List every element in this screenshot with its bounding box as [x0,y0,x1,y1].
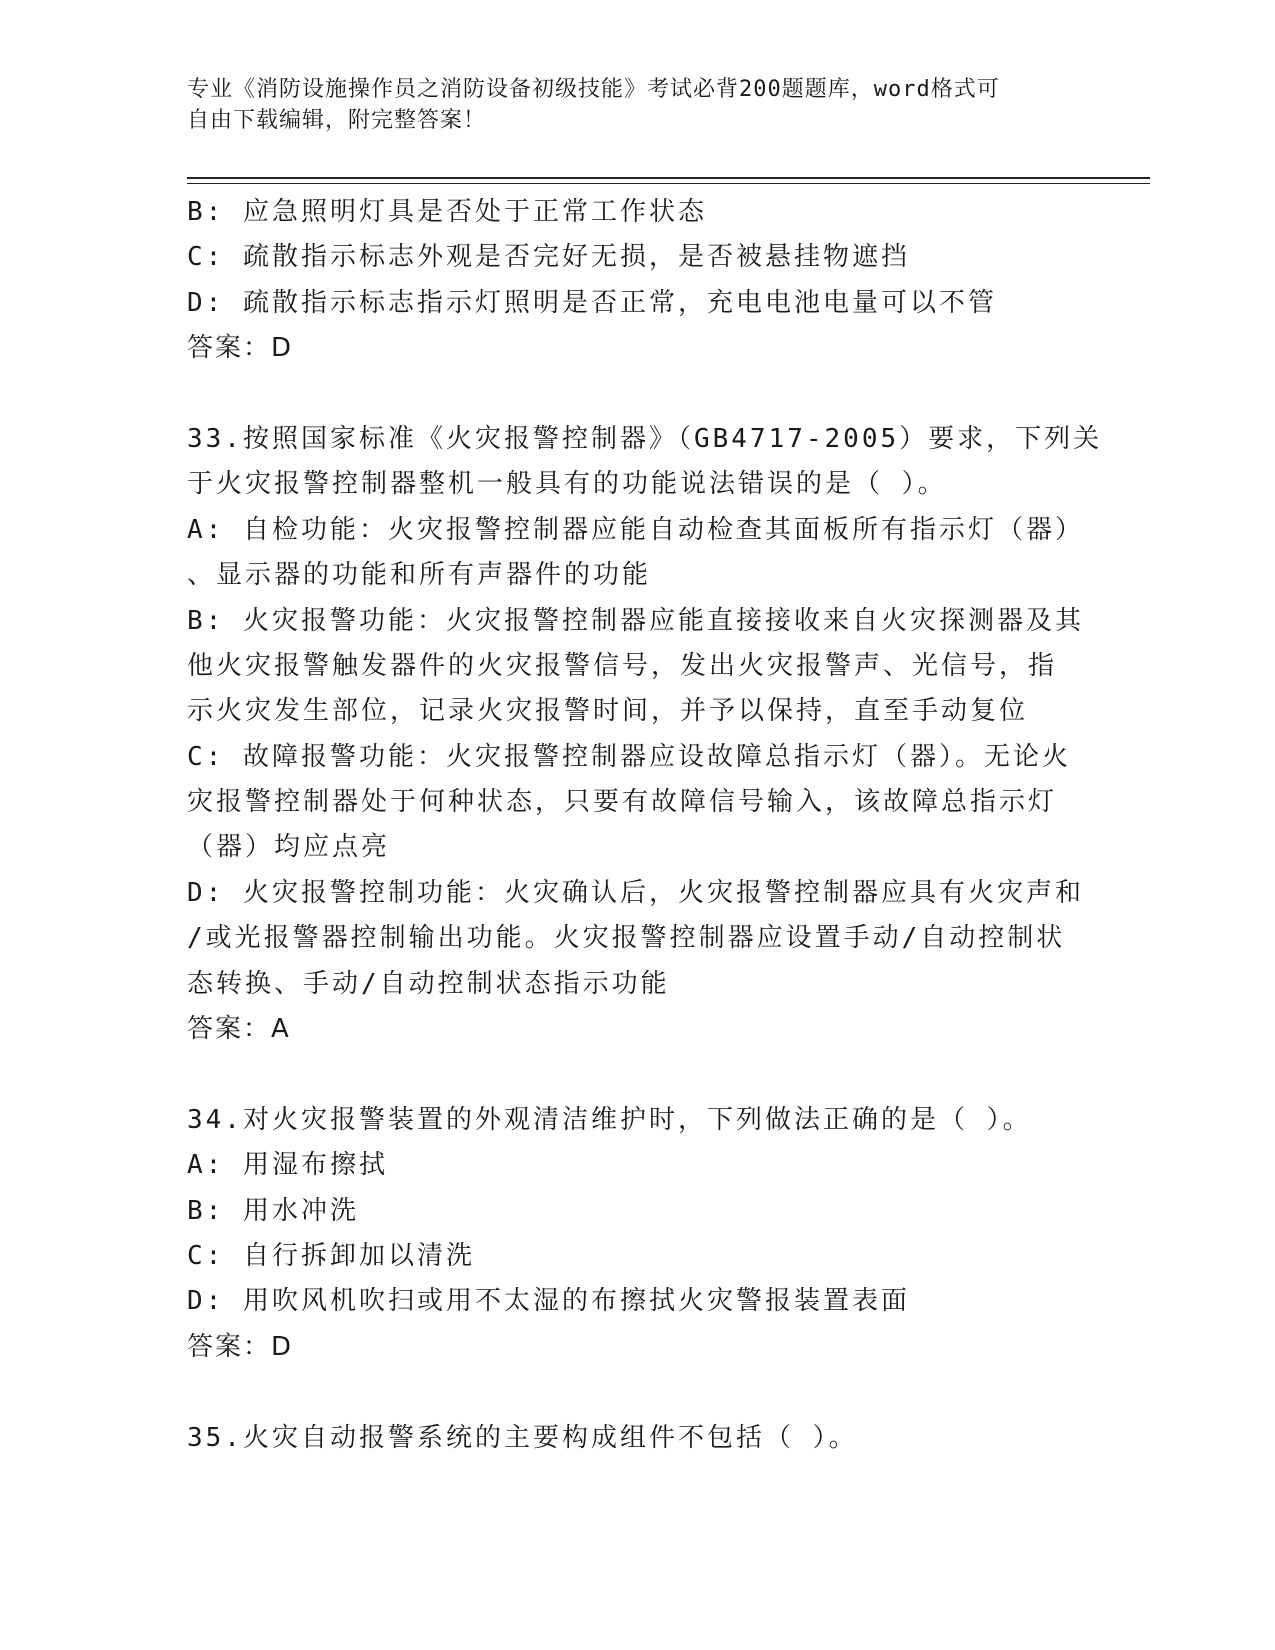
question-list [187,190,1103,1461]
option-b: B: 用水冲洗 [187,1195,359,1226]
option-a: A: 自检功能：火灾报警控制器应能自动检查其面板所有指示灯（器） [187,514,1084,545]
question-stem: 34.对火灾报警装置的外观清洁维护时，下列做法正确的是（ ）。 [187,1104,1032,1135]
option-c: 灾报警控制器处于何种状态，只要有故障信号输入，该故障总指示灯 [187,787,1058,818]
document-header [187,74,1067,136]
header-line-1: 专业《消防设施操作员之消防设备初级技能》考试必背200题题库，word格式可 [187,77,1000,102]
question-stem: 33.按照国家标准《火灾报警控制器》（GB4717-2005）要求，下列关 [187,423,1103,454]
option-d: D: 疏散指示标志指示灯照明是否正常，充电电池电量可以不管 [187,287,997,318]
question-32-tail [187,190,1087,372]
option-c: （器）均应点亮 [187,832,391,863]
option-b: B: 应急照明灯具是否处于正常工作状态 [187,197,707,227]
header-line-2: 自由下载编辑，附完整答案！ [187,108,487,133]
option-a: A: 用湿布擦拭 [187,1150,388,1181]
option-a: 、显示器的功能和所有声器件的功能 [187,560,652,591]
option-d: 态转换、手动/自动控制状态指示功能 [187,968,670,999]
answer: 答案：A [187,1014,291,1045]
option-d: D: 用吹风机吹扫或用不太湿的布擦拭火灾警报装置表面 [187,1286,910,1317]
answer: 答案：D [187,1331,294,1362]
answer: 答案：D [187,333,294,364]
question-stem: 于火灾报警控制器整机一般具有的功能说法错误的是（ ）。 [187,469,947,500]
option-c: C: 故障报警功能：火灾报警控制器应设故障总指示灯（器）。无论火 [187,741,1071,772]
option-c: C: 自行拆卸加以清洗 [187,1240,475,1271]
option-d: D: 火灾报警控制功能：火灾确认后，火灾报警控制器应具有火灾声和 [187,877,1084,908]
question-35 [187,1416,1087,1461]
option-b: 他火灾报警触发器件的火灾报警信号，发出火灾报警声、光信号，指 [187,650,1058,681]
header-divider-thin [187,183,1150,184]
header-divider-thick [187,177,1150,179]
option-b: B: 火灾报警功能：火灾报警控制器应能直接接收来自火灾探测器及其 [187,605,1084,636]
question-33 [187,417,1103,1052]
question-34 [187,1098,1087,1370]
option-d: /或光报警器控制输出功能。火灾报警控制器应设置手动/自动控制状 [187,923,1066,954]
option-b: 示火灾发生部位，记录火灾报警时间，并予以保持，直至手动复位 [187,696,1029,727]
option-c: C: 疏散指示标志外观是否完好无损，是否被悬挂物遮挡 [187,242,910,273]
question-stem: 35.火灾自动报警系统的主要构成组件不包括（ ）。 [187,1422,858,1453]
